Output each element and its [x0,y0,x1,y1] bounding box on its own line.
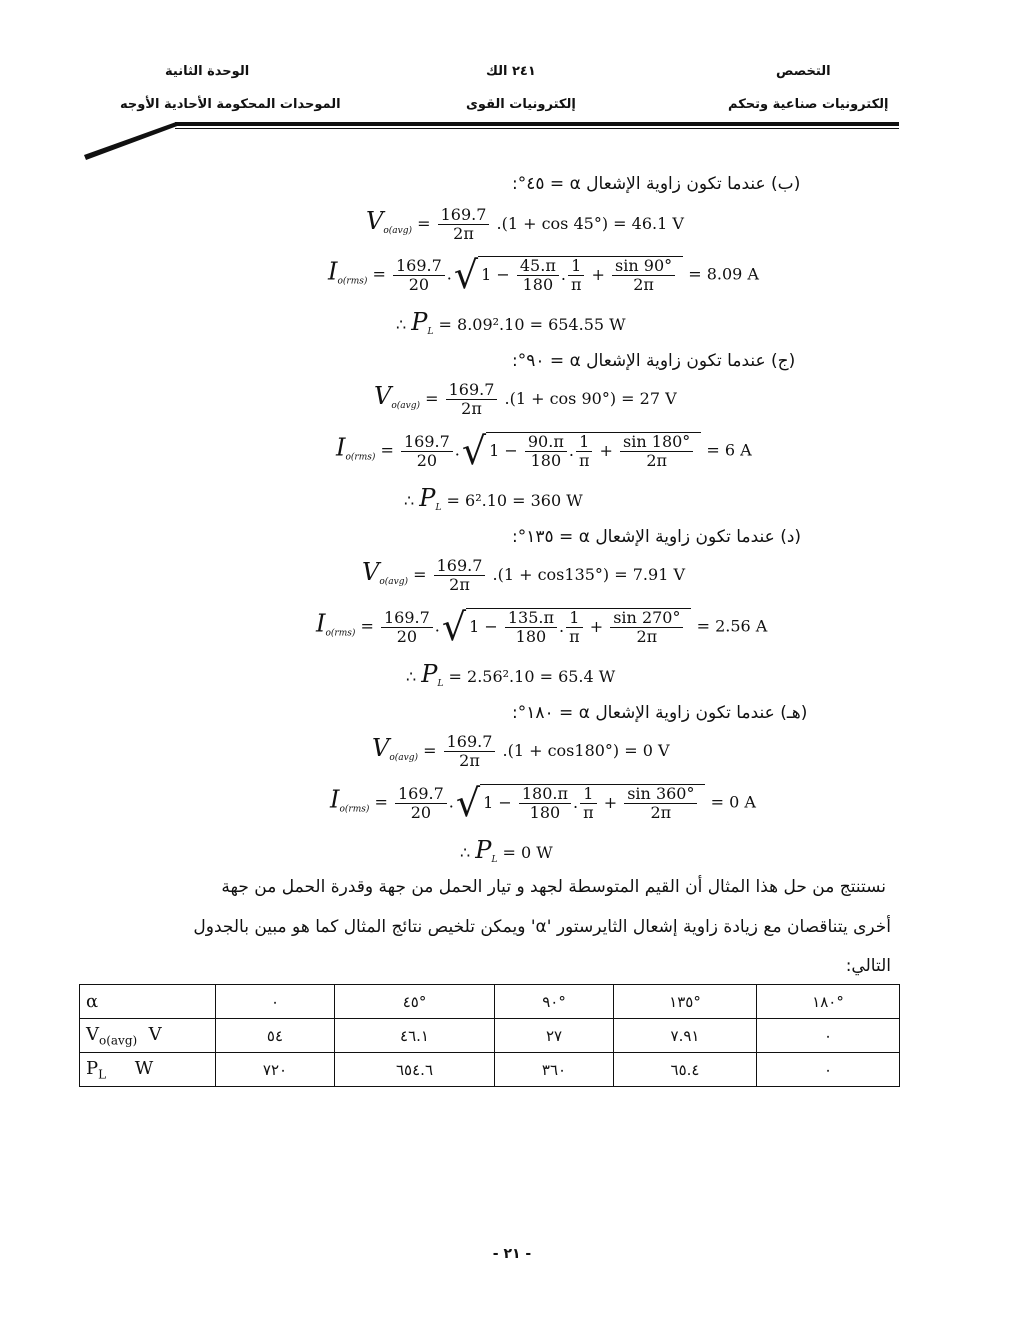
fraction-numerator: 169.7 [395,785,447,804]
fraction-numerator: 135.π [505,609,557,628]
i-subscript: o(rms) [325,628,356,639]
fraction-denominator: 20 [408,274,430,294]
conclusion-line-3: التالي: [845,956,891,976]
table-cell: ٧٢٠ [216,1053,335,1087]
header-unit-label: الوحدة الثانية [165,64,250,79]
fraction-denominator: π [578,451,590,470]
p-symbol: P [421,660,438,688]
equals-sign: = [374,792,388,812]
therefore-symbol: ∴ [404,491,415,510]
p-expression: = 8.09².10 = 654.55 W [438,315,626,334]
fraction-denominator: 20 [416,450,438,470]
therefore-symbol: ∴ [406,667,417,686]
fraction-numerator: sin 270° [610,609,683,628]
v-symbol: V [366,207,384,235]
row-label-alpha [80,985,216,1019]
fraction [610,609,683,646]
header-rule-thin [175,128,899,129]
equals-sign: = [413,565,427,584]
p-symbol: P [475,836,492,864]
fraction-numerator: 169.7 [434,557,486,576]
power-equation [396,308,626,337]
fraction-numerator: 169.7 [438,206,490,225]
dot-operator: . [560,265,566,284]
fraction [517,257,559,294]
dot-operator: . [434,616,440,636]
fraction-denominator: 2π [459,751,480,770]
radical-sign: √ [441,605,467,649]
fraction-numerator: 169.7 [393,257,445,276]
fraction [438,206,490,243]
v-subscript: o(avg) [379,577,408,587]
plus-sign: + [589,617,604,636]
fraction-denominator: 180 [515,627,547,646]
dot-operator: . [454,440,460,460]
fraction [566,609,583,646]
row-label: P [86,1057,99,1079]
therefore-symbol: ∴ [396,315,407,334]
table-row [80,1053,900,1087]
plus-sign: + [603,793,618,812]
fraction [624,785,697,822]
dot-operator: . [559,617,565,636]
p-subscript: L [491,855,498,865]
equals-sign: = [372,264,386,284]
case-heading: (هـ) عندما تكون زاوية الإشعال α = ١٨٠°: [512,703,808,723]
i-rms-equation [330,781,756,825]
fraction-denominator: 2π [461,399,482,418]
p-symbol: P [419,484,436,512]
v-avg-equation [374,381,677,418]
case-heading: (ب) عندما تكون زاوية الإشعال α = ٤٥°: [512,174,801,194]
one-minus: 1 − [469,617,498,636]
equals-sign: = [417,214,431,233]
header-rule-swoosh [84,122,180,160]
fraction-denominator: 180 [530,451,562,470]
dot-operator: . [568,441,574,460]
header-unit-title: الموحدات المحكومة الأحادية الأوجه [120,97,341,112]
fraction [568,257,585,294]
fraction [620,433,693,470]
row-unit: W [134,1057,154,1079]
one-minus: 1 − [489,441,518,460]
plus-sign: + [591,265,605,284]
plus-sign: + [599,441,613,460]
v-avg-equation [372,733,670,770]
v-subscript: o(avg) [391,401,420,411]
fraction-numerator: 1 [568,257,585,276]
fraction-denominator: 180 [529,803,561,822]
fraction-numerator: 1 [566,609,583,628]
i-subscript: o(rms) [345,452,376,463]
fraction [381,609,433,646]
table-cell: ٠ [216,985,335,1019]
table-cell: ٠ [756,1053,899,1087]
one-minus: 1 − [481,265,510,284]
header-specialty-title: إلكترونيات صناعية وتحكم [728,97,889,112]
case-heading: (د) عندما تكون زاوية الإشعال α = ١٣٥°: [512,527,802,547]
table-cell: ٠ [756,1019,899,1053]
p-subscript: L [427,327,434,337]
fraction-numerator: 169.7 [446,381,498,400]
i-rms-equation [316,605,768,649]
v-subscript: o(avg) [389,753,418,763]
table-cell: ٩٠° [495,985,614,1019]
equals-sign: = [423,741,437,760]
fraction-denominator: 2π [646,451,668,470]
fraction-numerator: 45.π [517,257,559,276]
header-rule-line [175,122,899,126]
i-subscript: o(rms) [339,804,370,815]
table-cell: ١٣٥° [614,985,757,1019]
fraction [576,433,593,470]
table-cell: ٤٦.١ [334,1019,494,1053]
i-symbol: I [336,433,346,462]
fraction-denominator: π [569,627,580,646]
case-heading: (ج) عندما تكون زاوية الإشعال α = ٩٠°: [512,351,796,371]
fraction-numerator: sin 90° [612,257,675,276]
table-cell: ٤٥° [334,985,494,1019]
v-avg-equation [366,206,684,243]
fraction-numerator: 180.π [519,785,571,804]
i-subscript: o(rms) [337,276,368,287]
p-subscript: L [437,679,444,689]
fraction [612,257,675,294]
i-symbol: I [328,257,338,286]
square-root-body [486,432,701,470]
i-symbol: I [316,609,326,638]
table-row [80,985,900,1019]
i-rms-equation [328,253,759,297]
table-cell: ١٨٠° [756,985,899,1019]
header-course-title: إلكترونيات القوى [466,97,576,112]
v-expression: .(1 + cos135°) = 7.91 V [492,565,686,584]
row-label-vavg [80,1019,216,1053]
conclusion-line-1: نستنتج من حل هذا المثال أن القيم المتوسطة لجهد و تيار الحمل من جهة وقدرة الحمل من جهة [221,877,886,897]
row-label-subscript: L [98,1067,107,1082]
equals-sign: = [425,389,439,408]
fraction-denominator: 2π [636,627,658,646]
v-expression: .(1 + cos180°) = 0 V [502,741,670,760]
v-subscript: o(avg) [383,226,412,236]
fraction-numerator: sin 180° [620,433,693,452]
fraction-denominator: 180 [522,275,554,294]
fraction [401,433,453,470]
table-cell: ٦٥.٤ [614,1053,757,1087]
fraction [446,381,498,418]
header-course-code: ٢٤١ الك [486,64,536,79]
p-expression: = 6².10 = 360 W [446,491,583,510]
header-rule [0,0,1024,170]
results-table [79,984,900,1087]
i-result: = 2.56 A [696,616,768,636]
fraction [434,557,486,594]
v-expression: .(1 + cos 45°) = 46.1 V [496,214,684,233]
p-symbol: P [411,308,428,336]
radical-sign: √ [455,781,481,825]
therefore-symbol: ∴ [460,843,471,862]
v-symbol: V [372,734,390,762]
v-avg-equation [362,557,685,594]
power-equation [460,836,553,865]
fraction-denominator: 2π [650,803,672,822]
fraction-numerator: 1 [580,785,597,804]
i-symbol: I [330,785,340,814]
fraction-numerator: 169.7 [381,609,433,628]
fraction [580,785,597,822]
v-expression: .(1 + cos 90°) = 27 V [504,389,677,408]
row-label: V [86,1023,99,1045]
table-cell: ٦٥٤.٦ [334,1053,494,1087]
fraction-numerator: 169.7 [401,433,453,452]
equals-sign: = [380,440,394,460]
table-cell: ٥٤ [216,1019,335,1053]
p-subscript: L [435,503,442,513]
table-cell: ٧.٩١ [614,1019,757,1053]
fraction-denominator: 2π [449,575,470,594]
fraction-numerator: 169.7 [444,733,496,752]
dot-operator: . [446,264,452,284]
table-cell: ٣٦٠ [495,1053,614,1087]
dot-operator: . [573,793,579,812]
fraction [444,733,496,770]
square-root-body [466,608,691,646]
equals-sign: = [360,616,374,636]
fraction-numerator: 1 [576,433,593,452]
fraction-denominator: π [583,803,594,822]
fraction-numerator: 90.π [525,433,567,452]
fraction [505,609,557,646]
radical-sign: √ [461,429,487,473]
row-unit: V [148,1023,162,1045]
page-number: - ٢١ - [492,1246,532,1262]
row-label-pl [80,1053,216,1087]
p-expression: = 2.56².10 = 65.4 W [448,667,616,686]
fraction-denominator: 2π [453,224,474,243]
square-root-body [480,784,705,822]
power-equation [404,484,583,513]
fraction [525,433,567,470]
dot-operator: . [448,792,454,812]
fraction [393,257,445,294]
v-symbol: V [374,382,392,410]
fraction [395,785,447,822]
i-rms-equation [336,429,752,473]
table-row [80,1019,900,1053]
i-result: = 8.09 A [688,264,759,284]
power-equation [406,660,615,689]
table-cell: ٢٧ [495,1019,614,1053]
i-result: = 0 A [710,792,756,812]
i-result: = 6 A [706,440,752,460]
v-symbol: V [362,558,380,586]
row-label-subscript: o(avg) [99,1033,138,1048]
conclusion-line-2: أخرى يتناقصان مع زيادة زاوية إشعال الثايرستور 'α' ويمكن تلخيص نتائج المثال كما هو مبين بالجدول [193,917,891,937]
header-specialty-label: التخصص [776,64,831,79]
p-expression: = 0 W [502,843,553,862]
square-root-body [478,256,683,294]
radical-sign: √ [453,253,479,297]
fraction-denominator: 2π [633,275,654,294]
fraction-numerator: sin 360° [624,785,697,804]
row-label: α [86,991,99,1012]
fraction-denominator: 20 [410,802,432,822]
fraction-denominator: π [570,275,582,294]
fraction [519,785,571,822]
fraction-denominator: 20 [396,626,418,646]
one-minus: 1 − [483,793,512,812]
